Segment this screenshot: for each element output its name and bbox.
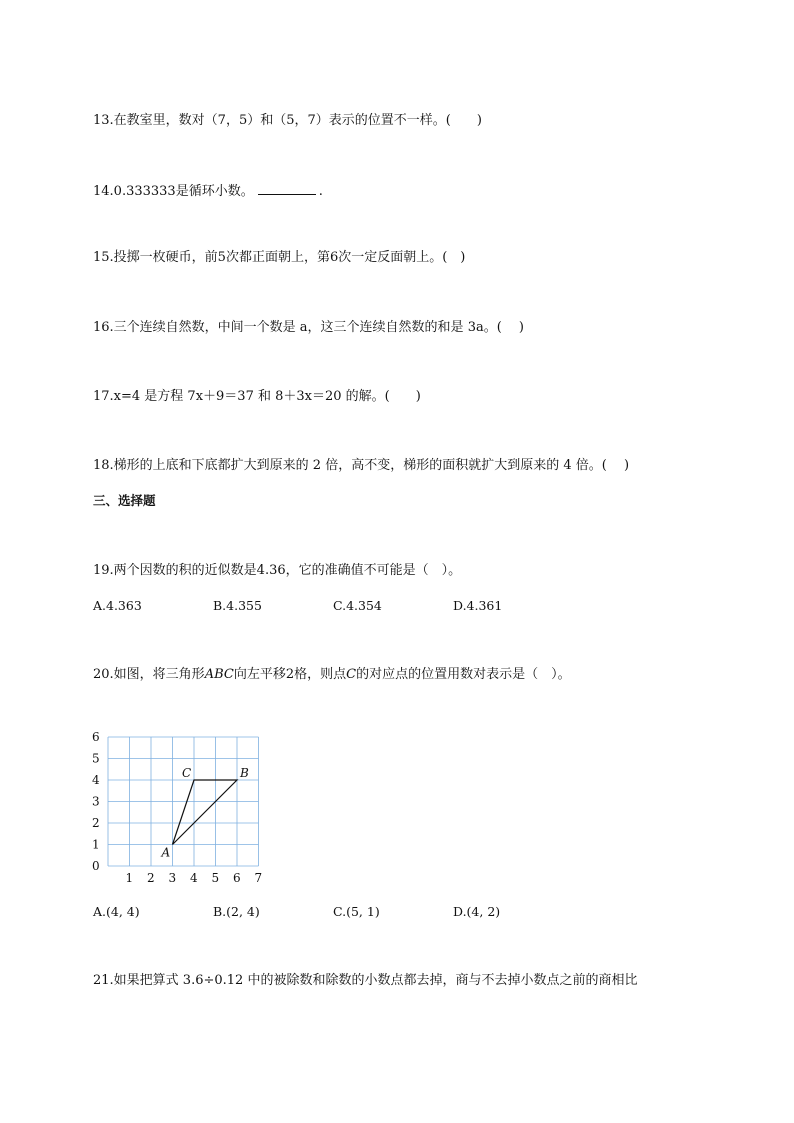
question-16: 16.三个连续自然数，中间一个数是 a，这三个连续自然数的和是 3a。( ) [93, 320, 524, 335]
question-20-options [93, 904, 573, 920]
coordinate-grid-figure [88, 728, 273, 888]
question-14-text: 14.0.333333是循环小数。 [93, 184, 254, 199]
question-19-options [93, 598, 573, 614]
option-a[interactable]: A.4.363 [93, 598, 142, 613]
option-d[interactable]: D.(4, 2) [453, 904, 501, 919]
vertex-label-c: C [182, 766, 192, 780]
grid-lines [108, 737, 259, 866]
x-tick-label: 6 [233, 871, 241, 885]
y-axis-labels [92, 730, 100, 873]
y-tick-label: 6 [92, 730, 100, 744]
y-tick-label: 2 [92, 816, 100, 830]
option-a[interactable]: A.(4, 4) [93, 904, 140, 919]
x-tick-label: 4 [190, 871, 198, 885]
section-title-choice: 三、选择题 [93, 493, 156, 508]
question-17: 17.x=4 是方程 7x＋9＝37 和 8＋3x＝20 的解。( ) [93, 389, 421, 404]
vertex-label-b: B [240, 766, 249, 780]
option-b[interactable]: B.(2, 4) [213, 904, 260, 919]
x-tick-label: 1 [125, 871, 134, 885]
question-15: 15.投掷一枚硬币，前5次都正面朝上，第6次一定反面朝上。( ) [93, 250, 466, 265]
option-c[interactable]: C.4.354 [333, 598, 382, 613]
y-tick-label: 3 [92, 794, 100, 809]
question-20-prefix: 20.如图，将三角形 [93, 667, 205, 682]
question-20-mid: 向左平移2格，则点 [233, 667, 347, 682]
triangle-abc [173, 780, 238, 845]
x-tick-label: 7 [254, 871, 263, 885]
question-21: 21.如果把算式 3.6÷0.12 中的被除数和除数的小数点都去掉，商与不去掉小数点之前的商相比 [93, 973, 638, 988]
x-axis-labels [126, 871, 263, 885]
x-tick-label: 2 [147, 871, 155, 885]
option-c[interactable]: C.(5, 1) [333, 904, 380, 919]
answer-blank[interactable] [258, 182, 316, 195]
y-tick-label: 1 [92, 837, 100, 852]
x-tick-label: 3 [168, 871, 177, 885]
question-18: 18.梯形的上底和下底都扩大到原来的 2 倍，高不变，梯形的面积就扩大到原来的 4 倍。( ) [93, 458, 630, 473]
y-tick-label: 0 [92, 859, 100, 873]
question-19: 19.两个因数的积的近似数是4.36，它的准确值不可能是（ ）。 [93, 563, 462, 578]
question-20-suffix: 的对应点的位置用数对表示是（ ）。 [356, 667, 571, 682]
question-13: 13.在教室里，数对（7，5）和（5，7）表示的位置不一样。( ) [93, 113, 482, 128]
option-b[interactable]: B.4.355 [213, 598, 262, 613]
point-name: C [346, 667, 357, 682]
y-tick-label: 4 [92, 773, 100, 787]
y-tick-label: 5 [92, 751, 100, 766]
question-14 [93, 182, 323, 200]
vertex-label-a: A [161, 845, 171, 860]
x-tick-label: 5 [211, 871, 220, 885]
option-d[interactable]: D.4.361 [453, 598, 503, 613]
question-20 [93, 667, 571, 683]
triangle-name: ABC [204, 667, 234, 682]
question-14-end: . [318, 184, 323, 199]
